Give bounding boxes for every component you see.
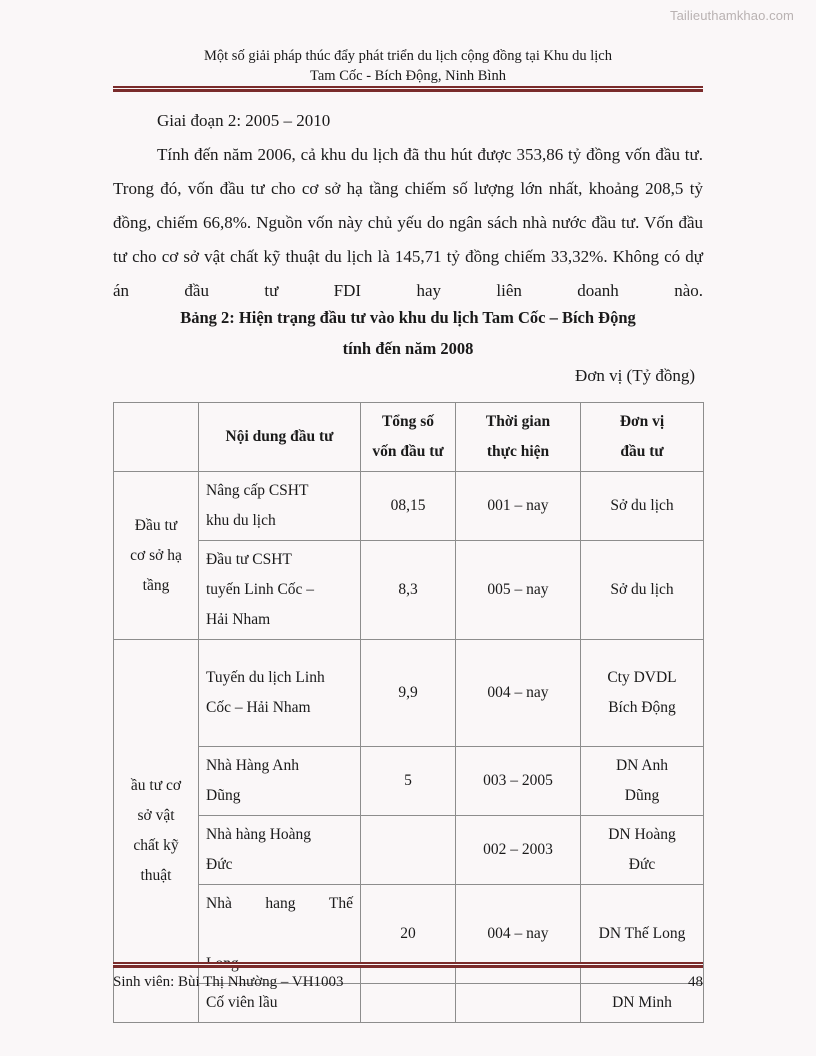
running-header-line2: Tam Cốc - Bích Động, Ninh Bình <box>310 68 506 84</box>
watermark-text: Tailieuthamkhao.com <box>669 8 794 23</box>
footer-rule <box>113 962 703 968</box>
unit-line1: DN Hoàng <box>608 826 676 843</box>
cell-unit: DN Thế Long <box>581 885 704 984</box>
cell-content <box>199 885 361 984</box>
cell-unit <box>581 640 704 747</box>
group2-label-line2: sở vật <box>137 807 175 824</box>
header-cell-blank <box>114 403 199 472</box>
header-rule <box>113 86 703 92</box>
group1-label-line2: cơ sở hạ <box>130 546 182 564</box>
cell-time: 002 – 2003 <box>456 816 581 885</box>
cell-content-lines <box>206 545 353 635</box>
header-time-line2: thực hiện <box>486 443 550 460</box>
cell-amount: 08,15 <box>361 472 456 541</box>
table-unit-note: Đơn vị (Tỷ đồng) <box>575 366 695 385</box>
cell-time: 004 – nay <box>456 640 581 747</box>
header-amount-line2: vốn đầu tư <box>372 443 444 460</box>
content-line2: tuyến Linh Cốc – <box>206 581 315 598</box>
cell-content <box>199 816 361 885</box>
cell-time: 003 – 2005 <box>456 747 581 816</box>
cell-content <box>199 541 361 640</box>
content-line2: khu du lịch <box>206 512 276 529</box>
group1-label-line3: tầng <box>142 576 170 594</box>
cell-unit-lines <box>588 751 696 811</box>
unit-line1: DN Anh <box>615 757 669 774</box>
cell-unit <box>581 816 704 885</box>
cell-content <box>199 640 361 747</box>
cell-content-lines <box>206 476 353 536</box>
content-line1: Nhà hàng Hoàng <box>206 826 312 843</box>
header-rule-thick <box>113 89 703 92</box>
table-row <box>114 472 704 541</box>
header-cell-unit <box>581 403 704 472</box>
content-line1: Nhà Hàng Anh <box>206 757 299 774</box>
cell-amount: 8,3 <box>361 541 456 640</box>
content-line2: Dũng <box>206 787 241 804</box>
table-caption <box>113 302 703 364</box>
cell-content-lines <box>206 820 353 880</box>
header-cell-time <box>456 403 581 472</box>
table-row <box>114 640 704 747</box>
table-caption-line1: Bảng 2: Hiện trạng đầu tư vào khu du lịch Tam Cốc – Bích Động <box>180 308 636 327</box>
header-time-line1: Thời gian <box>485 413 551 430</box>
cell-amount: 9,9 <box>361 640 456 747</box>
table-header-row <box>114 403 704 472</box>
group2-label-line1: ầu tư cơ <box>130 777 182 794</box>
unit-line2: Đức <box>628 856 656 873</box>
cell-amount <box>361 816 456 885</box>
paragraph-1: Giai đoạn 2: 2005 – 2010 <box>157 111 331 130</box>
investment-table <box>113 402 704 1023</box>
cell-time: 005 – nay <box>456 541 581 640</box>
cell-unit <box>581 747 704 816</box>
cell-unit: Sở du lịch <box>581 472 704 541</box>
page-footer <box>113 970 703 994</box>
table-row <box>114 885 704 984</box>
footer-rule-thick <box>113 965 703 968</box>
header-unit-line2: đầu tư <box>620 443 664 460</box>
content-line2: Cốc – Hải Nham <box>206 699 311 716</box>
content-line3: Hải Nham <box>206 611 271 628</box>
running-header <box>113 46 703 86</box>
header-content-label: Nội dung đầu tư <box>225 428 334 445</box>
content-line1: Tuyến du lịch Linh <box>206 669 325 686</box>
table-row <box>114 747 704 816</box>
cell-unit: Sở du lịch <box>581 541 704 640</box>
content-line1: Nhà hang Thế <box>206 895 353 912</box>
header-unit-line1: Đơn vị <box>619 413 665 430</box>
cell-amount: 20 <box>361 885 456 984</box>
content-line1: Nâng cấp CSHT <box>206 482 309 499</box>
group2-label-line3: chất kỹ <box>133 837 179 854</box>
cell-time: 001 – nay <box>456 472 581 541</box>
header-amount-line1: Tổng số <box>381 413 435 430</box>
content-line1: Đầu tư CSHT <box>206 551 292 568</box>
table-caption-line2: tính đến năm 2008 <box>342 339 474 358</box>
paragraph-2: Tính đến năm 2006, cả khu du lịch đã thu hút được 353,86 tỷ đồng vốn đầu tư. Trong đó, vốn đầu tư cho cơ sở hạ tầng chiếm số lượng lớn nhất, khoảng 208,5 tỷ đồng, chiếm 66,8%. Nguồn vốn này chủ yếu do ngân sách nhà nước đầu tư. Vốn đầu tư cho cơ sở vật chất kỹ thuật du lịch là 145,71 tỷ đồng chiếm 33,32%. Không có dự án đầu tư FDI hay liên doanh nào. <box>113 145 703 300</box>
table-row <box>114 816 704 885</box>
cell-content-lines <box>206 663 353 723</box>
group2-label-line4: thuật <box>140 867 172 884</box>
group1-label-line1: Đầu tư <box>134 516 178 534</box>
cell-unit-lines <box>588 820 696 880</box>
footer-page-number: 48 <box>688 974 703 990</box>
footer-student-name: Sinh viên: Bùi Thị Nhường – VH1003 <box>113 974 344 990</box>
cell-content-lines <box>206 751 353 811</box>
content-line2: Đức <box>206 856 233 873</box>
cell-unit-lines <box>588 663 696 723</box>
running-header-line1: Một số giải pháp thúc đẩy phát triển du lịch cộng đồng tại Khu du lịch <box>204 48 612 64</box>
unit-line2: Bích Động <box>608 699 676 716</box>
unit-line1: Cty DVDL <box>607 669 677 686</box>
table-row <box>114 541 704 640</box>
cell-content <box>199 747 361 816</box>
cell-content: Cố viên lầu <box>199 984 361 1023</box>
cell-time: 004 – nay <box>456 885 581 984</box>
unit-line2: Dũng <box>624 787 660 804</box>
header-cell-amount <box>361 403 456 472</box>
cell-content <box>199 472 361 541</box>
header-cell-content <box>199 403 361 472</box>
cell-amount: 5 <box>361 747 456 816</box>
cell-unit: DN Minh <box>581 984 704 1023</box>
investment-table-wrap <box>113 402 703 1023</box>
group-label-infrastructure <box>114 472 199 640</box>
